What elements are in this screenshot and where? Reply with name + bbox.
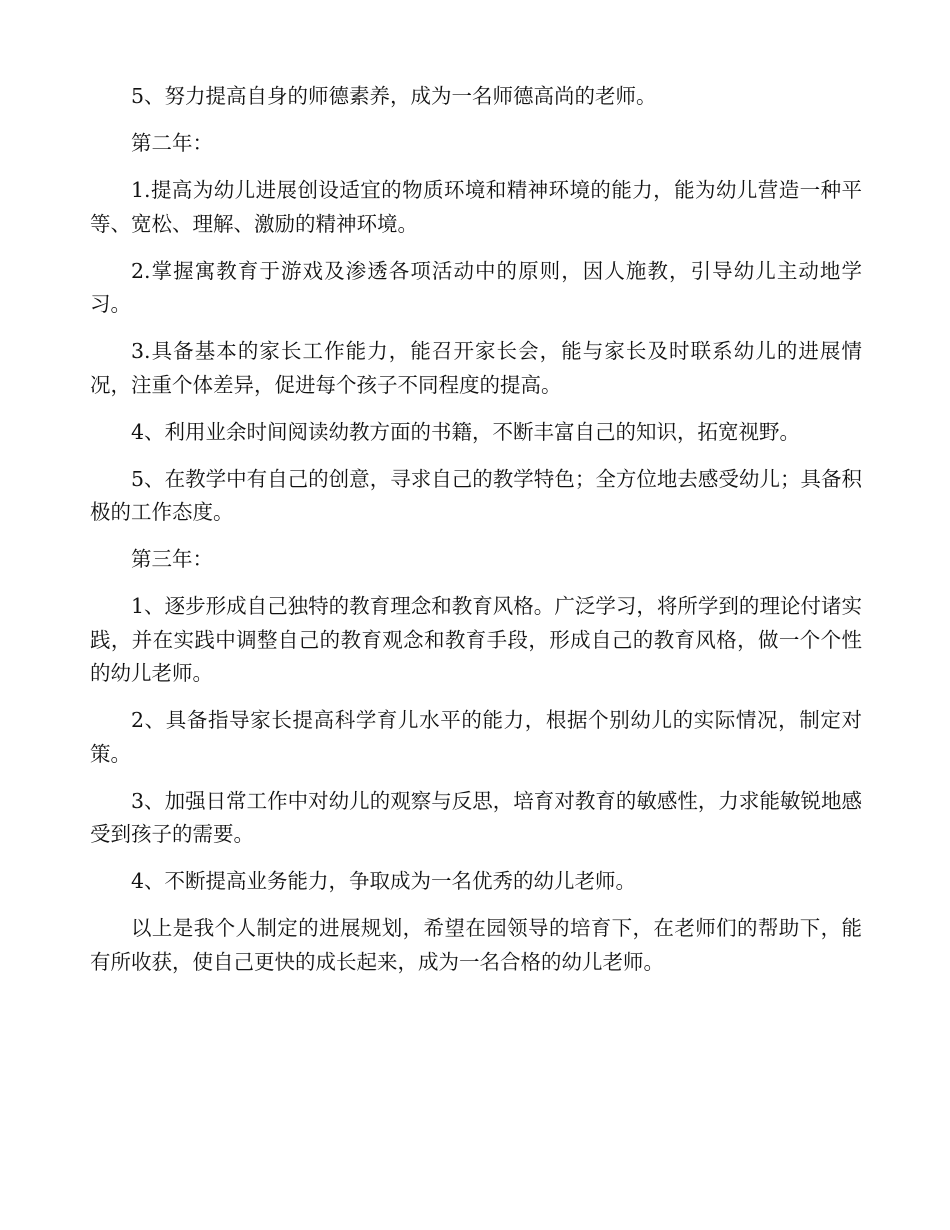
document-page (90, 80, 862, 993)
paragraph-conclusion: 以上是我个人制定的进展规划，希望在园领导的培育下，在老师们的帮助下，能有所收获，使自己更快的成长起来，成为一名合格的幼儿老师。 (90, 916, 862, 974)
paragraph-year-3-item-3: 3、加强日常工作中对幼儿的观察与反思，培育对教育的敏感性，力求能敏锐地感受到孩子的需要。 (90, 788, 862, 846)
paragraph-year-2-item-1: 1.提高为幼儿进展创设适宜的物质环境和精神环境的能力，能为幼儿营造一种平等、宽松、理解、激励的精神环境。 (90, 178, 862, 236)
paragraph-year-2-item-4: 4、利用业余时间阅读幼教方面的书籍，不断丰富自己的知识，拓宽视野。 (131, 419, 801, 444)
paragraph-year-2-item-2: 2.掌握寓教育于游戏及渗透各项活动中的原则，因人施教，引导幼儿主动地学习。 (90, 258, 862, 316)
section-heading-year-2: 第二年： (131, 131, 213, 155)
paragraph-goal-5-year-1: 5、努力提高自身的师德素养，成为一名师德高尚的老师。 (131, 84, 657, 108)
paragraph-year-3-item-2: 2、具备指导家长提高科学育儿水平的能力，根据个别幼儿的实际情况，制定对策。 (90, 708, 862, 766)
paragraph-year-2-item-3: 3.具备基本的家长工作能力，能召开家长会，能与家长及时联系幼儿的进展情况，注重个体差异，促进每个孩子不同程度的提高。 (90, 339, 862, 397)
paragraph-year-2-item-5: 5、在教学中有自己的创意，寻求自己的教学特色；全方位地去感受幼儿；具备积极的工作态度。 (90, 466, 862, 524)
paragraph-year-3-item-1: 1、逐步形成自己独特的教育理念和教育风格。广泛学习，将所学到的理论付诸实践，并在实践中调整自己的教育观念和教育手段，形成自己的教育风格，做一个个性的幼儿老师。 (90, 594, 862, 685)
section-heading-year-3: 第三年： (131, 547, 213, 571)
paragraph-year-3-item-4: 4、不断提高业务能力，争取成为一名优秀的幼儿老师。 (131, 869, 637, 893)
